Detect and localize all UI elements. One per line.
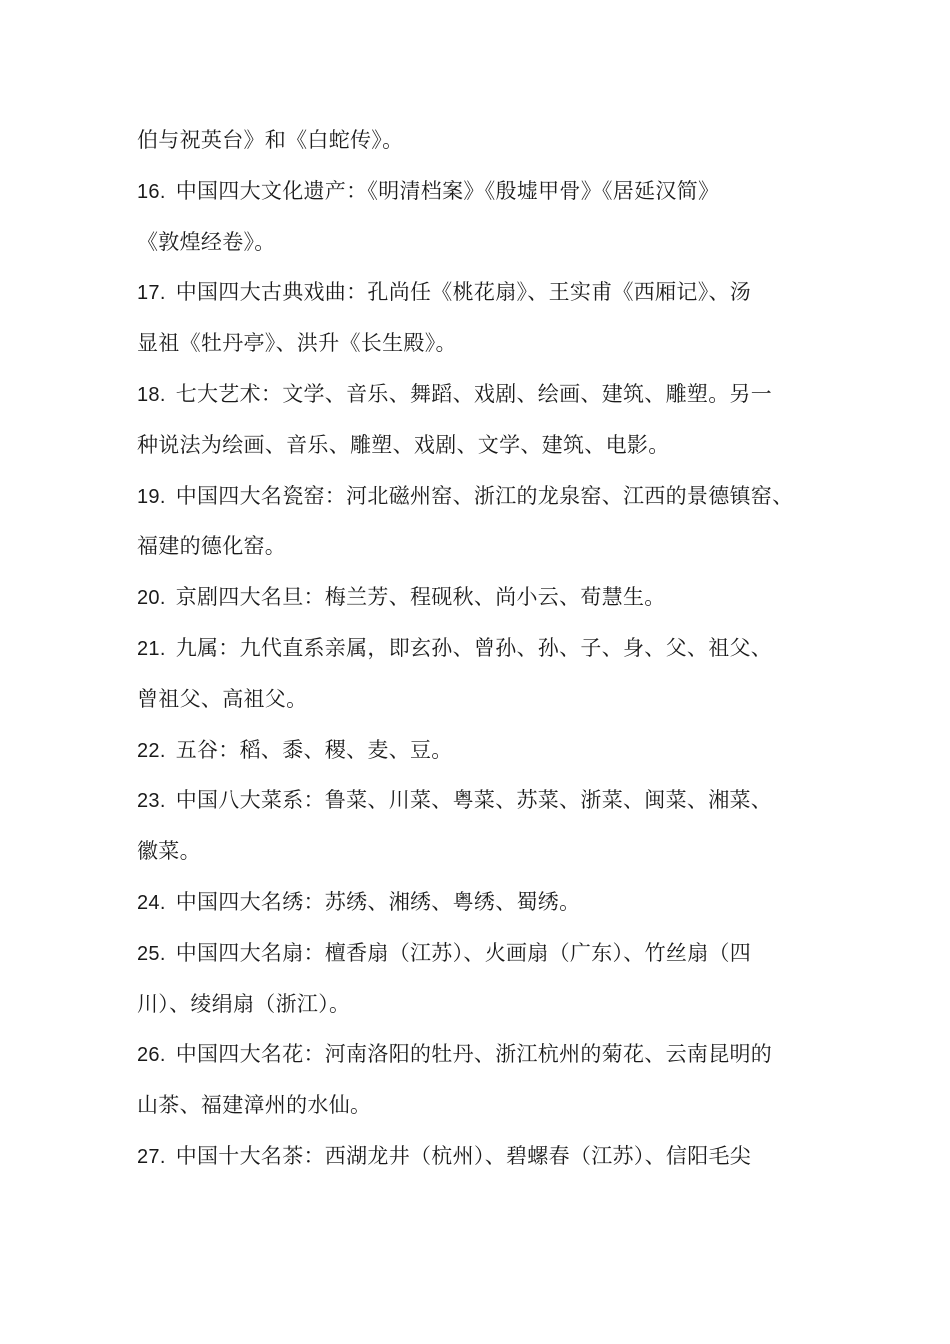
line-text: 显祖《牡丹亭》、洪升《长生殿》。 <box>137 331 457 356</box>
text-line-14 <box>137 826 827 877</box>
line-text: 九属：九代直系亲属，即玄孙、曾孙、孙、子、身、父、祖父、 <box>175 635 773 660</box>
item-number: 16. <box>137 180 166 203</box>
item-number: 24. <box>137 891 166 914</box>
text-line-3 <box>137 267 827 318</box>
text-line-18 <box>137 1029 827 1080</box>
text-line-1 <box>137 166 827 217</box>
item-number: 26. <box>137 1044 166 1067</box>
text-line-4 <box>137 318 827 369</box>
line-text: 川）、绫绢扇（浙江）。 <box>137 991 351 1016</box>
item-number: 17. <box>137 282 166 305</box>
document-body <box>137 115 827 1182</box>
line-text: 中国四大古典戏曲：孔尚任《桃花扇》、王实甫《西厢记》、汤 <box>175 280 752 305</box>
item-number: 18. <box>137 383 166 406</box>
line-text: 徽菜。 <box>137 839 201 864</box>
text-line-9 <box>137 572 827 623</box>
text-line-19 <box>137 1080 827 1131</box>
line-text: 京剧四大名旦：梅兰芳、程砚秋、尚小云、荀慧生。 <box>175 585 666 610</box>
line-text: 中国四大名绣：苏绣、湘绣、粤绣、蜀绣。 <box>175 889 581 914</box>
item-number: 20. <box>137 587 166 610</box>
item-number: 19. <box>137 485 166 508</box>
text-line-13 <box>137 775 827 826</box>
text-line-12 <box>137 725 827 776</box>
text-line-6 <box>137 420 827 471</box>
item-number: 23. <box>137 790 166 813</box>
line-text: 伯与祝英台》和《白蛇传》。 <box>137 128 404 152</box>
line-text: 七大艺术：文学、音乐、舞蹈、戏剧、绘画、建筑、雕塑。另一 <box>175 381 773 406</box>
line-text: 五谷：稻、黍、稷、麦、豆。 <box>175 737 453 762</box>
item-number: 21. <box>137 637 166 660</box>
line-text: 中国四大文化遗产：《明清档案》《殷墟甲骨》《居延汉简》 <box>175 178 720 203</box>
line-text: 中国十大名茶：西湖龙井（杭州）、碧螺春（江苏）、信阳毛尖 <box>175 1143 752 1168</box>
text-line-16 <box>137 928 827 979</box>
line-text: 中国四大名瓷窑：河北磁州窑、浙江的龙泉窑、江西的景德镇窑、 <box>175 483 794 508</box>
text-line-10 <box>137 623 827 674</box>
item-number: 27. <box>137 1145 166 1168</box>
text-line-20 <box>137 1131 827 1182</box>
text-line-11 <box>137 674 827 725</box>
text-line-8 <box>137 521 827 572</box>
line-text: 中国四大名花：河南洛阳的牡丹、浙江杭州的菊花、云南昆明的 <box>175 1042 773 1067</box>
line-text: 中国四大名扇：檀香扇（江苏）、火画扇（广东）、竹丝扇（四 <box>175 940 752 965</box>
line-text: 曾祖父、高祖父。 <box>137 686 308 711</box>
text-line-17 <box>137 979 827 1030</box>
text-line-5 <box>137 369 827 420</box>
line-text: 种说法为绘画、音乐、雕塑、戏剧、文学、建筑、电影。 <box>137 432 670 457</box>
item-number: 25. <box>137 942 166 965</box>
line-text: 山茶、福建漳州的水仙。 <box>137 1093 372 1118</box>
text-line-2 <box>137 217 827 268</box>
item-number: 22. <box>137 739 166 762</box>
text-line-15 <box>137 877 827 928</box>
line-text: 福建的德化窑。 <box>137 534 287 559</box>
text-line-0 <box>137 115 827 166</box>
text-line-7 <box>137 471 827 522</box>
line-text: 《敦煌经卷》。 <box>137 229 276 254</box>
line-text: 中国八大菜系：鲁菜、川菜、粤菜、苏菜、浙菜、闽菜、湘菜、 <box>175 788 773 813</box>
